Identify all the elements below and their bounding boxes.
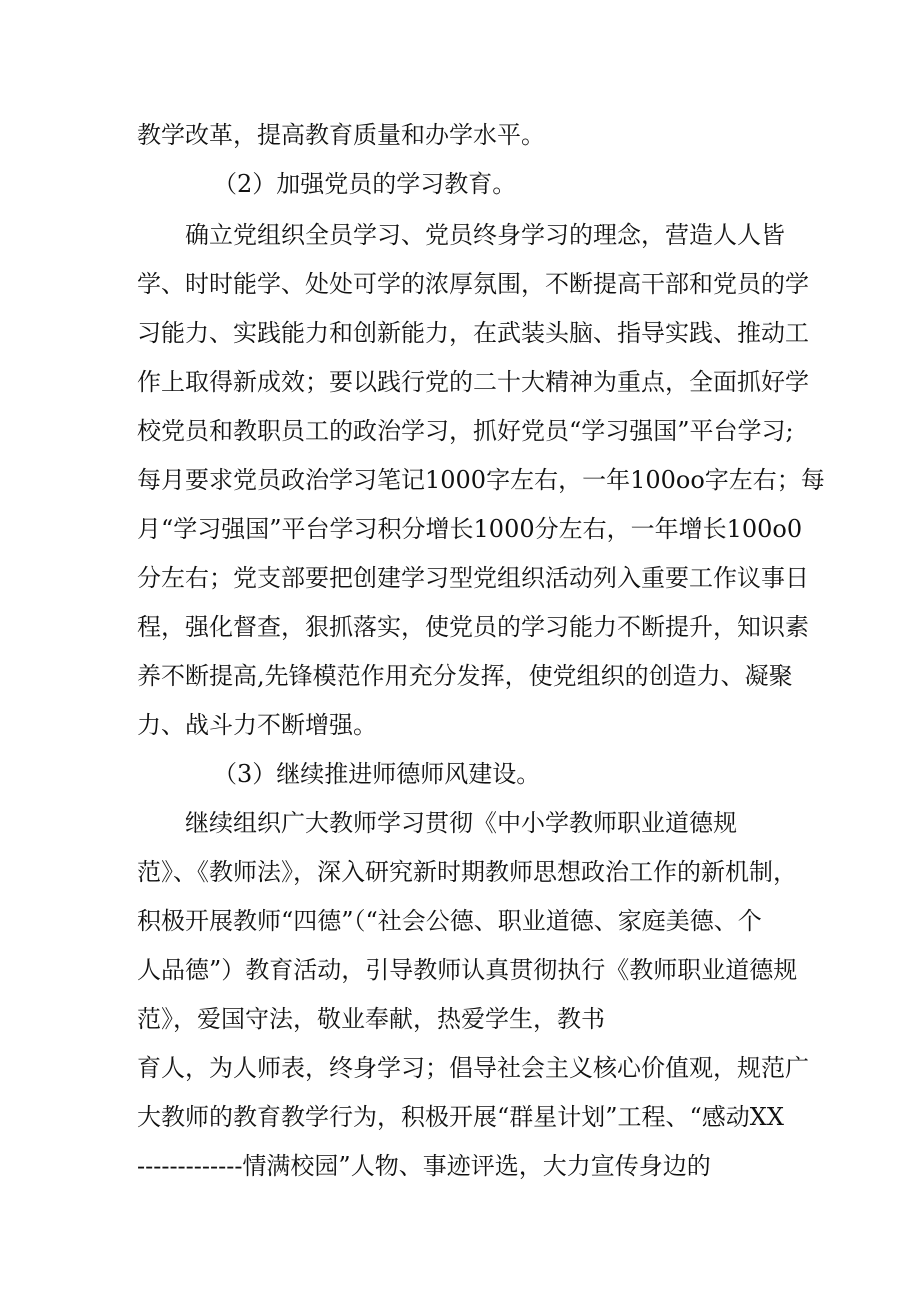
text-line-1: 教学改革，提高教育质量和办学水平。 [137, 121, 545, 149]
text-line-7: 校党员和教职员工的政治学习，抓好党员“学习强国”平台学习; [137, 417, 794, 445]
text-line-11: 程，强化督查，狠抓落实，使党员的学习能力不断提升，知识素 [137, 613, 809, 641]
text-line-20: 育人，为人师表，终身学习；倡导社会主义核心价值观，规范广 [137, 1054, 809, 1082]
text-line-22: -------------情满校园”人物、事迹评选，大力宣传身边的 [137, 1152, 711, 1180]
text-line-5: 习能力、实践能力和创新能力，在武装头脑、指导实践、推动工 [137, 319, 809, 347]
text-line-3: 确立党组织全员学习、党员终身学习的理念，营造人人皆 [185, 221, 785, 249]
text-line-17: 积极开展教师“四德”（“社会公德、职业道德、家庭美德、个 [137, 907, 762, 935]
section-heading-3: （3）继续推进师德师风建设。 [213, 760, 541, 788]
text-line-19: 范》，爱国守法，敬业奉献，热爱学生，教书 [137, 1005, 605, 1033]
text-line-4: 学、时时能学、处处可学的浓厚氛围，不断提高干部和党员的学 [137, 270, 809, 298]
text-line-6: 作上取得新成效；要以践行党的二十大精神为重点，全面抓好学 [137, 368, 809, 396]
text-line-10: 分左右；党支部要把创建学习型党组织活动列入重要工作议事日 [137, 564, 809, 592]
text-line-13: 力、战斗力不断增强。 [137, 711, 377, 739]
text-line-15: 继续组织广大教师学习贯彻《中小学教师职业道德规 [185, 809, 737, 837]
text-line-12: 养不断提高,先锋模范作用充分发挥，使党组织的创造力、凝聚 [137, 662, 793, 690]
text-line-21: 大教师的教育教学行为，积极开展“群星计划”工程、“感动XX [137, 1103, 784, 1131]
section-heading-2: （2）加强党员的学习教育。 [213, 170, 517, 198]
text-line-18: 人品德”）教育活动，引导教师认真贯彻执行《教师职业道德规 [137, 956, 798, 984]
text-line-16: 范》、《教师法》，深入研究新时期教师思想政治工作的新机制， [137, 858, 797, 886]
text-line-9: 月“学习强国”平台学习积分增长1000分左右，一年增长100o0 [137, 515, 803, 543]
text-line-8: 每月要求党员政治学习笔记1000字左右，一年100oo字左右；每 [137, 466, 825, 494]
